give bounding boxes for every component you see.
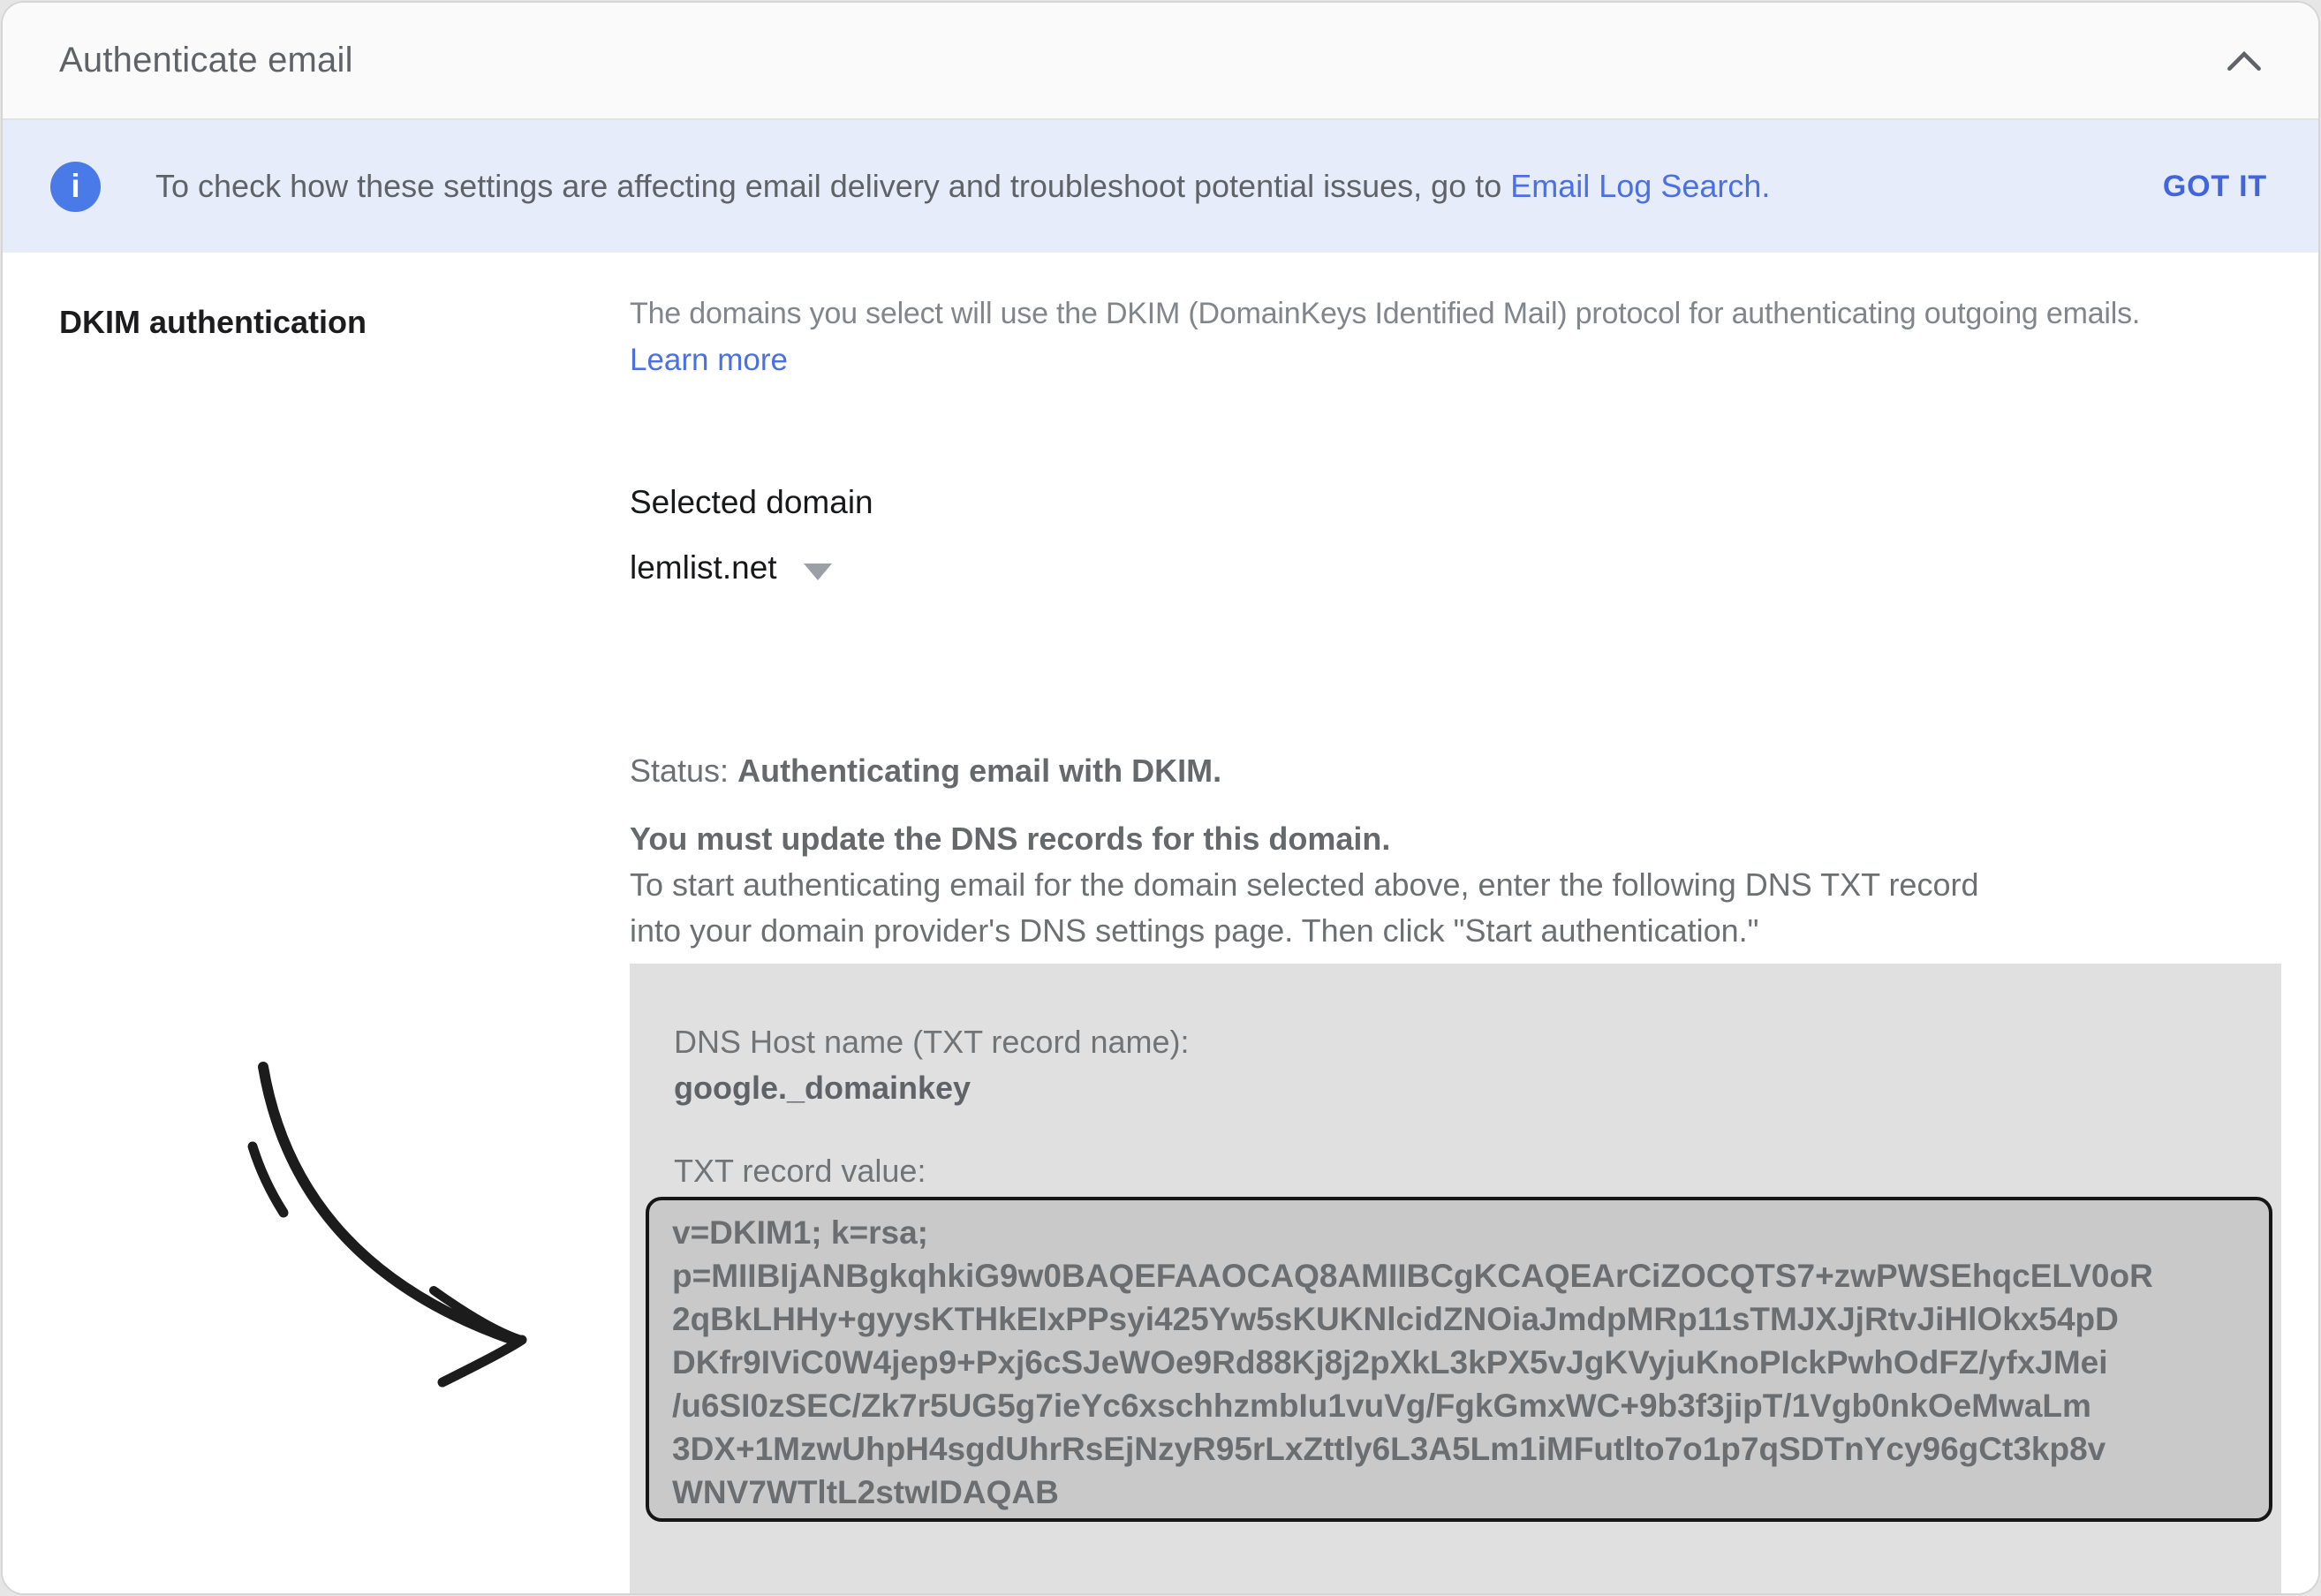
info-banner <box>3 120 2318 253</box>
domain-dropdown[interactable] <box>630 549 832 586</box>
authenticate-email-panel <box>3 3 2318 1593</box>
hand-drawn-arrow <box>223 1018 577 1513</box>
dns-host-name-label: DNS Host name (TXT record name): <box>674 1024 1190 1060</box>
status-value: Authenticating email with DKIM. <box>737 753 1222 789</box>
dns-instructions <box>630 816 1979 954</box>
collapse-button[interactable] <box>2223 43 2265 79</box>
dns-host-name-value: google._domainkey <box>674 1070 971 1106</box>
selected-domain-label: Selected domain <box>630 484 873 520</box>
section-label-dkim: DKIM authentication <box>59 304 367 340</box>
panel-header <box>3 3 2318 120</box>
dns-instructions-line1: To start authenticating email for the domain selected above, enter the following DNS TXT record <box>630 866 1979 903</box>
dns-record-panel <box>630 964 2281 1593</box>
txt-record-line: 3DX+1MzwUhpH4sgdUhrRsEjNzyR95rLxZttly6L3A5Lm1iMFutlto7o1p7qSDTnYcy96gCt3kp8v <box>672 1431 2106 1467</box>
txt-record-line: v=DKIM1; k=rsa; <box>672 1214 928 1251</box>
status-label: Status: <box>630 753 730 789</box>
txt-record-line: DKfr9IViC0W4jep9+Pxj6cSJeWOe9Rd88Kj8j2pXkL3kPX5vJgKVyjuKnoPIckPwhOdFZ/yfxJMei <box>672 1344 2108 1380</box>
dropdown-arrow-icon <box>804 564 832 580</box>
got-it-button[interactable]: GOT IT <box>2162 169 2267 203</box>
dns-update-notice: You must update the DNS records for this domain. <box>630 821 1391 857</box>
txt-record-line: /u6SI0zSEC/Zk7r5UG5g7ieYc6xschhzmbIu1vuVg/FgkGmxWC+9b3f3jipT/1Vgb0nkOeMwaLm <box>672 1388 2091 1424</box>
domain-value: lemlist.net <box>630 549 777 586</box>
txt-record-line: 2qBkLHHy+gyysKTHkEIxPPsyi425Yw5sKUKNlcidZNOiaJmdpMRp11sTMJXJjRtvJiHlOkx54pD <box>672 1301 2119 1337</box>
learn-more-link[interactable]: Learn more <box>630 343 788 377</box>
panel-title: Authenticate email <box>59 41 353 79</box>
txt-record-line: p=MIIBIjANBgkqhkiG9w0BAQEFAAOCAQ8AMIIBCgKCAQEArCiZOCQTS7+zwPWSEhqcELV0oR <box>672 1258 2153 1294</box>
dns-instructions-line2: into your domain provider's DNS settings page. Then click "Start authentication." <box>630 912 1759 949</box>
txt-record-value-box <box>646 1197 2272 1522</box>
banner-message: To check how these settings are affecting email delivery and troubleshoot potential issues, go to <box>155 168 1502 204</box>
dkim-description: The domains you select will use the DKIM (DomainKeys Identified Mail) protocol for authenticating outgoing emails. <box>630 297 2141 330</box>
info-icon <box>50 162 101 212</box>
txt-record-line: WNV7WTltL2stwIDAQAB <box>672 1474 1059 1510</box>
chevron-up-icon <box>2226 49 2263 72</box>
dkim-settings-content <box>3 253 2318 1593</box>
txt-record-value-label: TXT record value: <box>674 1153 926 1189</box>
dkim-status <box>630 753 1221 790</box>
info-icon-glyph: i <box>71 168 80 204</box>
email-log-search-link[interactable]: Email Log Search. <box>1510 168 1771 204</box>
